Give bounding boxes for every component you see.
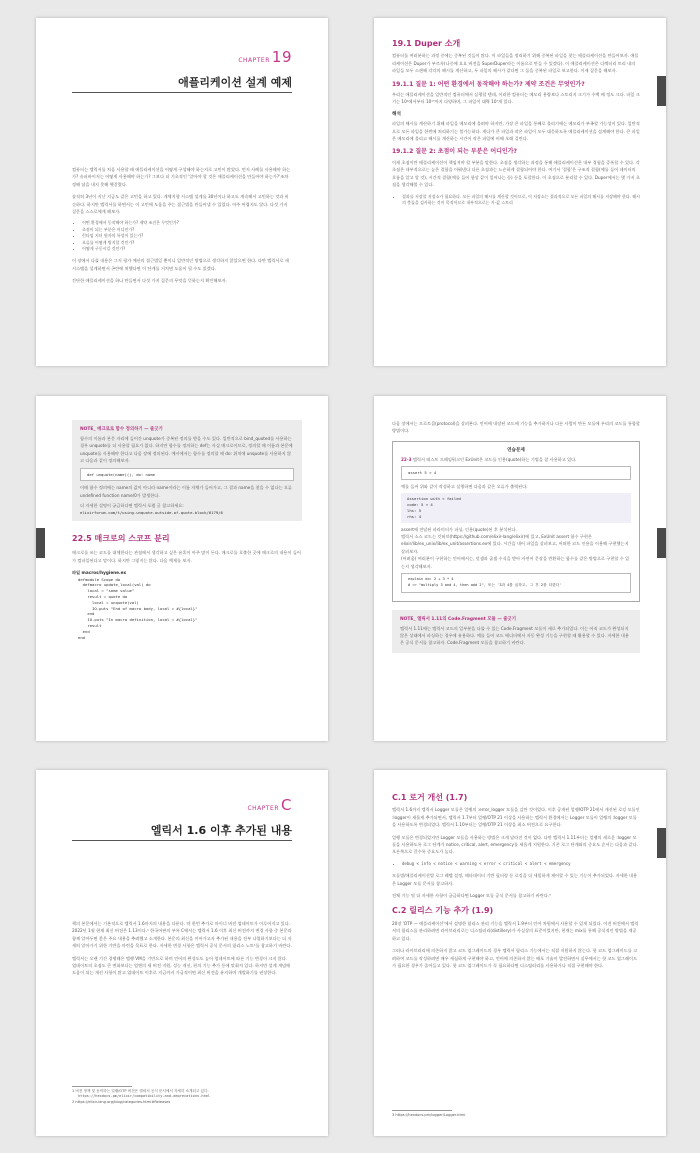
note-text: 이때 함수 정의에는 name의 값이 아니라 name이라는 이름 자체가 들어가고, 그 결과 name을 찾을 수 없다는 오류undefined function name/0가 발생한다. [80, 485, 292, 498]
section-heading: C.2 릴리스 기능 추가 (1.9) [392, 906, 494, 916]
log-level-list [392, 861, 640, 867]
minor-heading: 해석 [392, 111, 401, 117]
paragraph: 모듈별/애플리케이션별 로그 레벨 설정, 메타데이터 기반 필터링 등 로깅을 더 세밀하게 제어할 수 있는 기능이 추가되었다. 자세한 내용은 Logger 모듈 문서를 참고하자. [392, 873, 638, 886]
question-list [72, 220, 292, 252]
paragraph: 엘릭서 1.6까지 엘릭서 Logger 모듈은 얼랭의 :error_logger 모듈을 감싼 것이었다. 이후 공개된 얼랭/OTP 21에서 개선된 로깅 모듈인 :logger이 새롭게 추가되면서, 엘릭서 1.7부터 얼랭/OTP 21 이상을 사용하는 엘릭서 환경에서는 Logger 모듈이 얼랭의 :logger 모듈을 사용하도록 변경되었다. 엘릭서 1.10부터는 얼랭/OTP 21 이상을 최소 버전으로 요구한다. [392, 807, 640, 828]
page-duper-intro [374, 18, 666, 366]
subsection-heading: 19.1.1 질문 1: 어떤 환경에서 동작해야 하는가? 제약 조건은 무엇인가? [392, 80, 585, 88]
page-body [392, 794, 640, 974]
title-rule [72, 840, 292, 841]
exercise-text: 엘릭서 테스트 프레임워크인 ExUnit은 코드를 인용(quote)하는 기법을 잘 사용하고 있다. [412, 456, 577, 462]
note-text: 엘릭서 1.11에는 엘릭서 코드의 일부분을 다룰 수 있는 Code.Fragment 모듈이 새로 추가되었다. 이는 아직 코드가 완성되지 않은 상태에서 파싱하는 경우에 유용하다. 예를 들어 코드 에디터에서 자동 완성 기능을 구현할 때 활용할 수 있다. 자세한 내용은 공식 문서를 참고하자. Code.Fragment 모듈을 참고하기 바란다. [400, 625, 629, 646]
list-item: • 결과를 저장할 저장소가 필요하다. 모든 파일의 해시를 계산할 것이므로, 이 저장소는 결과적으로 모든 파일의 해시를 저장해야 한다. 해시의 충돌을 검사하는 것이 목적이므로 내부적으로는 키-값 스토리 [402, 194, 640, 207]
code-output: Assertion with < failed code: 5 < 4 lhs: 5 rhs: 4 [401, 493, 631, 522]
note-box [392, 610, 640, 653]
footnotes [392, 1110, 640, 1118]
title-rule [72, 92, 292, 93]
paragraph: 컴퓨터를 여러분하는 과정 중에는 중복된 것들이 많다. 이 파일들을 정리하기 위해 중복된 파일을 찾는 애플리케이션을 만들어보자. 애플리케이션은 Duper가 부르자(나중에 요요 버전을 SuperDuper라는 이름으로 만들 수 있겠다). 이 애플리케이션은 디렉터리 트리 내의 파일들 모두 스캔해 각각의 해시를 계산하고, 두 파일의 해시가 같다면 그 둘을 중복된 파일로 보고한다. 이제 질문을 해보자. [392, 53, 639, 74]
footnote-rule [392, 1110, 452, 1111]
subsection-heading: 19.1.2 질문 2: 초점이 되는 부분은 어디인가? [392, 148, 517, 156]
paragraph: 간단한 애플리케이션을 하나 만들면서 다섯 가지 질문의 무엇을 뜻하는지 확인해보자. [72, 278, 227, 284]
paragraph: 예를 들어 위와 같이 작성하고 실행하면 다음과 같은 오류가 출력된다. [401, 484, 528, 490]
paragraph: 그러나 라이브러리에 의존하지 않고 코드 업그레이드의 경우 엘릭서 릴리스 기능에서는 직접 지원하지 않는다. 핫 코드 업그레이드를 고려하여 코드를 작성하려면 매우 세심하게 구현해야 하고, 언어에 의존하지 않는 배포 기술이 발전하면서 실무에서는 핫 코드 업그레이드가 필요한 경우가 줄어들고 있다. 핫 코드 업그레이드가 꼭 필요하다면 디스틸러리를 사용하거나 직접 구현해야 한다. [392, 948, 638, 968]
note-text: 함수의 이름과 본문 자리에 들어간 unquote가 중복된 정의를 받을 수도 있다. 일반적으로 bind_quoted를 사용하는 경우 unquote를 더 사용할 필요가 없다. 하지만 함수를 정의하는 def는 사실 매크로이므로, 정의할 때 이름과 본문에 unquote를 사용해야 한다고 다음 장에 정의된다. 예시에서는 함수를 정의할 때 do: 위치에 unquote를 사용하지 않고 다음과 같이 정의해보자. [80, 436, 293, 464]
footnote: 3 https://hexdocs.pm/logger/Logger.html [392, 1113, 466, 1117]
section-heading: C.1 로거 개선 (1.7) [392, 793, 468, 802]
thumb-tab [657, 828, 666, 858]
page-content [72, 420, 302, 640]
paragraph: 파일의 해시를 계산하기 위해 파일을 메모리에 올려야 하지만, 가장 큰 파일을 통째로 올리기에는 메모리가 부족할 가능성이 있다. 일반적으로 모든 파일을 한번에 처리하기는 불가능하다. 게다가 큰 파일과 작은 파일이 모두 대응하도록 애플리케이션을 설계해야 한다. 큰 파일은 메모리에 올리고 해시를 계산하는 시간이 작은 파일에 비해 오래 걸린다. [392, 121, 640, 142]
section-heading: 19.1 Duper 소개 [392, 39, 461, 48]
page-macro-scope [36, 396, 328, 741]
code-snippet: explain do: 2 + 3 * 4 # => "multiply 3 and 4, then add 2", 또는 '3과 4를 곱하고, 그 후 2를 더한다' [401, 573, 631, 593]
page-body [72, 920, 292, 982]
exercise-number: 22-3 [401, 456, 412, 462]
page-content [392, 420, 640, 653]
note-code: def unquote(name)(), do: nome [80, 468, 294, 482]
footnote-rule [72, 1086, 132, 1087]
chapter-title: 애플리케이션 설계 예제 [178, 76, 292, 89]
paragraph: 이제 초점이란 애플리케이션이 책임져야 할 부분을 말한다. 초점을 생각하는 과정을 통해 애플리케이션은 내부 경험을 증폭할 수 있다. 각 초점은 내부적으로는 높은 결합을 이뤄낸다 다른 초점과는 느슨하게 결합되어야 한다. 여기서 '결합'은 구조적 결합(예를 들어 데이터의 흐름을 알고 알 것), 시간적 결합(예를 들어 항상 같이 일어나는 등) 등을 포괄한다. 이 초점으로 분리할 수 있다. Duper에서는 몇 가지 초점을 생각해볼 수 있다. [392, 159, 640, 188]
page-chapter-19-opener [36, 18, 328, 366]
note-box [72, 420, 302, 521]
bullet-list [392, 194, 640, 207]
paragraph: (어려움) 여러분이 구현하는 언어에서는, 덧셈과 곱셈 수식을 받아 자연어 문장을 반환하는 함수를 같은 방법으로 구현할 수 있는지 생각해보자. [401, 556, 630, 569]
chapter-label: CHAPTER C [247, 796, 292, 814]
page-body [72, 166, 292, 290]
footnote-url: https://hexdocs.pm/elixir/compatibility-and-deprecations.html [78, 1094, 210, 1099]
chapter-letter: C [281, 796, 292, 814]
thumb-tab [657, 76, 666, 106]
note-text: 더 자세한 설명이 궁금하다면 엘릭서 포럼 글 참고하세요: [80, 503, 184, 509]
paragraph: 전체 기능 및 더 자세한 사항이 궁금하다면 Logger 모듈 공식 문서를 참고하기 바란다.³ [392, 893, 551, 899]
list-item: • 어떻게 구동시킬 것인가? [82, 246, 292, 252]
list-item: • 런타임 지터 원자의 특성이 있는가? [82, 233, 292, 239]
list-item: • debug < info < notice < warning < error < critical < alert < emergency [402, 861, 640, 867]
paragraph: 20장 'OTP — 애플리케이션'에서 설명한 릴리스 관리 기능을 엘릭서 1.9부터 언어 차원에서 사용할 수 있게 되었다. 이전 버전에서 엘릭서의 릴리스를 관리하려면 라이브러리로는 디스틸러리(distillery)가 사실상의 표준이었지만, 현재는 mix를 통해 공식적인 방법을 제공하고 있다. [392, 920, 639, 941]
note-title: NOTE_ 엘릭서 1.11의 Code.Fragment 모듈 — 줄긋기 [400, 616, 516, 622]
section-heading: 22.5 매크로의 스코프 분리 [72, 534, 170, 544]
paragraph: 책의 본문에서는 기본적으로 엘릭서 1.6까지의 내용을 다룬다. 약 한번 추가로 마이너 버전 업데이트가 이루어지고 있다. 2022년 1월 현재 최신 버전은 1.13이다.¹ 한국어판의 부록 C에서는 엘릭서 1.6 이후 최신 버전까지 변경 사항 중 본문과 함께 알아두면 좋은 주요 내용을 추려했고 소개한다. 본문의 최신을 이어가고자 추가된 내용을 전부 나열하기보다는 더 자세히 알아가기 위한 기반을 마련을 목표로 한다. 자세한 변경 사항은 엘릭서 공식 문서의 릴리스 노트²를 참고하기 바란다. [72, 921, 292, 949]
paragraph: 이 장에서 다룰 내용은 그저 평가 예산의 접근법일 뿐이니 일반적인 방법으로 생각하지 않았으면 한다. 다만 엘릭서로 새 시스템을 설계하면서 곤란에 처했다면 이 단계를 거치면 도움이 될 수도 있겠다. [72, 258, 289, 271]
chapter-label: CHAPTER 19 [238, 48, 292, 66]
paragraph: 컴퓨터는 엘릭서를 처음 사용할 때 애플리케이션을 어떻게 구성해야 하는지로 고민이 많았다. 먼저 사례를 사용해야 하는가? 슈퍼바이저는 어떻게 사용해야 하는가? 그보다 더 기초적인 '알아야 할 것은 애플리케이션을 만들어야 하는가?'조차 정해 답을 내지 못해 헷갈렸다. [72, 167, 291, 187]
paragraph: 다음 장에서는 프로토콜(protocol)을 살펴본다. 언어에 내장된 코드에 기능을 추가하거나 다른 사람이 만든 모듈에 우리의 코드를 통합할 방법이다. [392, 421, 640, 434]
footnote: 2 https://elixir-lang.org/blog/categories.html#Releases [72, 1099, 171, 1104]
page-logger-release [374, 770, 666, 1136]
paragraph: assert에 전달된 파라미터가 파싱, 인용(quote)된 후 분석된다. [401, 526, 517, 532]
paragraph: 엘릭서는 오랜 기간 경쟁해온 엘랭 VM을 기반으로 하며 언어의 완성도도 높아 엄데이트에 따른 기능 변경이 크지 않다. 업데이트의 초점도 큰 변화보다는 엄앤의 새 버전 지원, 성능 개선, 편의 기능 추가 등에 맞춰져 있다. 하지만 설계 개념에 도움이 되는 개선 사항이 많고 업데이트 이후로 지금까지 가급적이면 최신 버전을 유지하며 개발하기를 권장한다. [72, 955, 291, 976]
list-item: • 어떤 환경에서 동작해야 하는가? 제약 조건은 무엇인가? [82, 220, 292, 226]
footnotes [72, 1086, 292, 1105]
note-title: NOTE_ 매크로로 함수 정의하기 — 줄긋기 [80, 427, 163, 432]
thumb-tab [36, 528, 45, 558]
chapter-number: 19 [271, 48, 292, 66]
paragraph: 얼랭 모듈은 변경되었지만 Logger 모듈을 사용하는 방법은 크게 달라진 것이 없다. 다만 엘릭서 1.11부터는 얼랭의 새로운 :logger 모듈을 사용하도록 로그 단계가 notice, critical, alert, emergency를 새롭게 지원한다. 기존 로그 단계와의 중요도 순서는 다음과 같다. 오른쪽으로 갈수록 중요도가 높다. [392, 834, 638, 855]
thumb-tab [657, 528, 666, 558]
list-item: • 오류를 어떻게 방지할 것인가? [82, 240, 292, 246]
list-item: • 초점이 되는 부분은 어디인가? [82, 227, 292, 233]
exercise-box [392, 441, 640, 602]
note-url: elixirforum.com/t/using-unquote-outside-of-quote-block/6179/6 [80, 509, 223, 515]
paragraph: 매크로를 쓰는 코드를 대체한다는 관점에서 생각하고 싶은 유혹이 아주 많이 든다. 매크로를 호출한 곳에 매크로의 내용이 들어가 컴파일된다고 말이다. 하지만 그렇지는 않다. 다음 예제를 보자. [72, 550, 301, 563]
page-body [392, 40, 640, 211]
code-listing: defmodule Scope do defmacro update_local(val) do local = "some value" result = quote do local = unquote(val) IO.puts "End of macro body, local = #{local}" end IO.puts "In macro definition, local = #{local}" result end end [78, 576, 198, 640]
page-exercises [374, 396, 666, 741]
code-snippet: assert 5 < 4 [401, 466, 631, 480]
exercise-box-title: 연습문제 [507, 447, 525, 453]
footnote: 1 버전 정책 및 동작하는 얼랭/OTP 버전은 엘릭서 공식 문서에서 자세히 소개되고 있다. [72, 1089, 209, 1093]
paragraph: 우리는 애플리케이션을 일반적인 컴퓨터에서 실행할 텐데, 이러한 컴퓨터는 메모리 용량보다 스토리지 크기가 수백 배 정도 크다. 파일 크기는 10¹에서부터 10¹⁰까지 다양하며, 그 파일이 대략 10⁷개 있다. [392, 92, 640, 105]
appendix-title: 엘릭서 1.6 이후 추가된 내용 [150, 824, 292, 837]
paragraph: 솔직히 3년이 지난 지금도 같은 고민을 하고 있다. 개체지향 시스템 설계를 30년이나 하고도 계속해서 고민하는 것과 비슷하다. 하지만 엘릭서를 하면서는 이 고민에 도움을 주는 접근법을 만들어낼 수 있었다. 아주 어렵지도 않다. 다섯 가지 질문을 스스로에게 해보자. [72, 194, 289, 215]
file-label: 파일 macros/hygiene.ex [72, 570, 127, 576]
paragraph: 엘릭서 소스 코드는 깃허브(https://github.com/elixir-lang/elixir)에 있고, ExUnit assert 함수 구현은 elixir/lib/ex_unix/lib/ex_unit/assertions.ex에 있다. 시간을 내어 파일을 살펴보고, 어떠한 코드 인용을 이용해 구현했는지 살펴보자. [401, 534, 629, 554]
page-appendix-c-opener [36, 770, 328, 1136]
